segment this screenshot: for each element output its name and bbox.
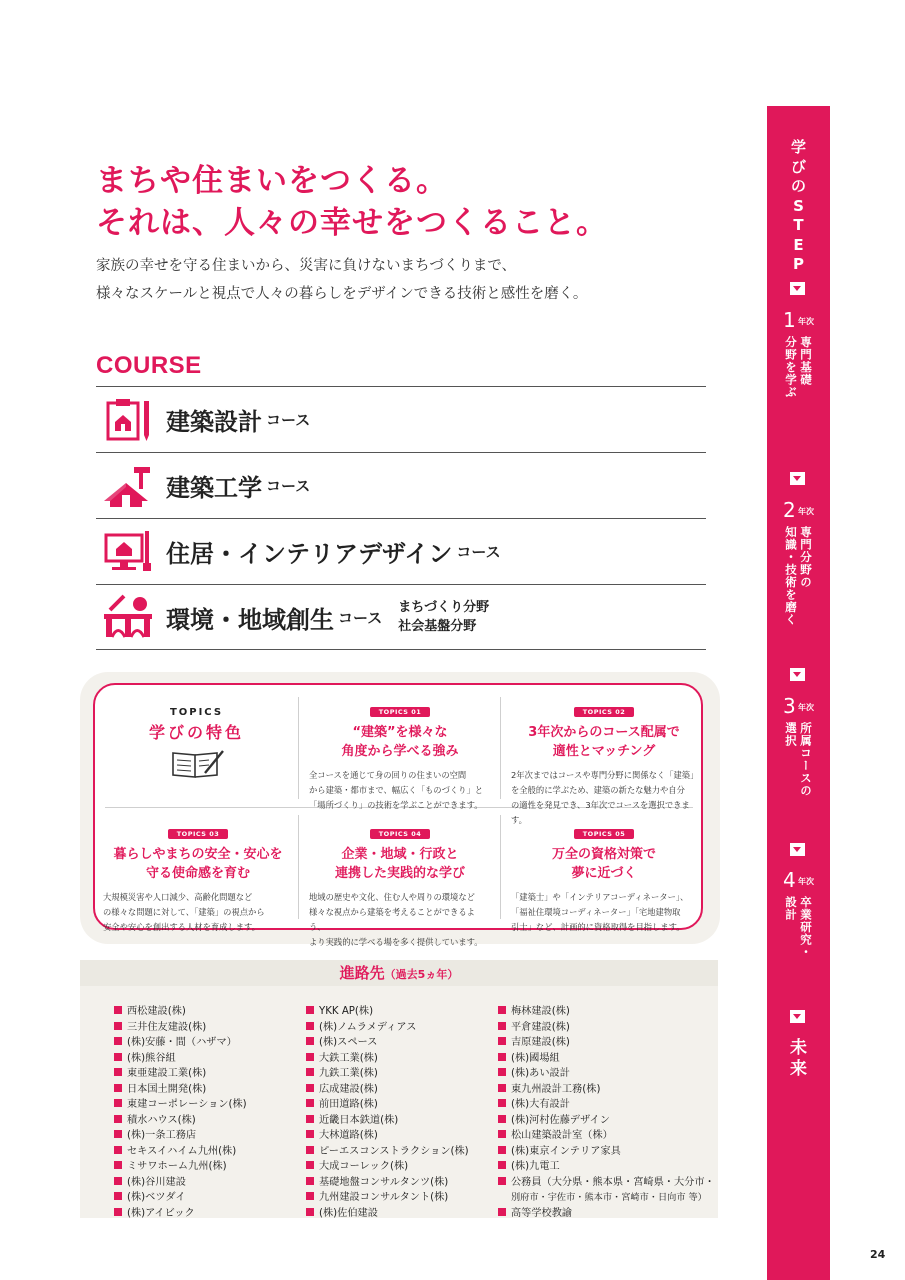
topic-body (309, 768, 491, 813)
career-item-label: (株)ベツダイ (127, 1192, 186, 1203)
topic-body (511, 768, 697, 828)
step-year-label: 年次 (798, 877, 814, 886)
step-number: 3 (783, 694, 796, 718)
page-number: 24 (870, 1248, 886, 1261)
step-desc: 卒業研究・ (799, 896, 813, 959)
course-name: 建築設計 (166, 408, 262, 436)
career-item (306, 1175, 469, 1191)
bullet-square-icon (498, 1208, 506, 1216)
topic-title-line: 3年次からのコース配属で (528, 725, 680, 740)
topics-panel (80, 672, 720, 947)
bullet-square-icon (306, 1053, 314, 1061)
course-suffix: コース (266, 411, 311, 429)
future-char: 来 (790, 1059, 807, 1079)
bullet-square-icon (306, 1068, 314, 1076)
career-item-label: YKK AP(株) (319, 1006, 374, 1017)
career-header (80, 960, 718, 986)
bullet-square-icon (306, 1037, 314, 1045)
bullet-square-icon (114, 1161, 122, 1169)
career-item (498, 1035, 715, 1051)
course-name: 住居・インテリアデザイン (166, 540, 453, 568)
career-item-label: 積水ハウス(株) (127, 1114, 196, 1126)
career-item (114, 1051, 247, 1067)
topic-card-01 (309, 699, 491, 813)
topic-body-line: から建築・都市まで、幅広く「ものづくり」と (309, 785, 484, 795)
career-item (114, 1159, 247, 1175)
career-column-1 (114, 1004, 247, 1221)
career-item (498, 1082, 715, 1098)
career-item (498, 1051, 715, 1067)
career-item-label: 大成コーレック(株) (319, 1161, 409, 1172)
career-title: 進路先 (339, 964, 385, 982)
career-item (306, 1035, 469, 1051)
bullet-square-icon (498, 1099, 506, 1107)
course-suffix: コース (266, 477, 311, 495)
bullet-square-icon (114, 1053, 122, 1061)
architectural-engineering-icon (100, 461, 156, 511)
career-item (306, 1190, 469, 1206)
career-item (498, 1175, 715, 1191)
bullet-square-icon (498, 1084, 506, 1092)
career-item-label: (株)熊谷組 (127, 1052, 176, 1064)
bullet-square-icon (114, 1130, 122, 1138)
career-item-label: 公務員（大分県・熊本県・宮崎県・大分市・ (511, 1176, 715, 1188)
career-item (114, 1066, 247, 1082)
career-destinations (80, 960, 718, 1218)
career-item-label: 梅林建設(株) (511, 1006, 570, 1017)
career-item-label: 東建コーポレーション(株) (127, 1099, 247, 1110)
sidebar-title-char: S (793, 196, 804, 215)
learning-steps-sidebar (767, 106, 830, 1280)
career-item (114, 1206, 247, 1222)
career-item-label: 九鉄工業(株) (319, 1068, 378, 1079)
topic-body-line: 引士」など、計画的に資格取得を目指します。 (511, 922, 685, 932)
bullet-square-icon (306, 1006, 314, 1014)
topic-title-line: 守る使命感を育む (145, 866, 250, 881)
topic-body-line: の適性を発見でき、3年次でコースを選択できます。 (511, 800, 690, 825)
lead-line-2: 様々なスケールと視点で人々の暮らしをデザインできる技術と感性を磨く。 (96, 286, 588, 302)
course-name: 環境・地域創生 (166, 605, 334, 634)
career-item-label: 東九州設計工務(株) (511, 1083, 601, 1095)
topic-body-line: 「場所づくり」の技術を学ぶことができます。 (309, 800, 483, 810)
career-item-label: (株)スペース (319, 1037, 378, 1048)
topic-title-line: 連携した実践的な学び (334, 866, 465, 881)
topic-body-line: 全コースを通じて身の回りの住まいの空間 (309, 770, 467, 780)
topic-title (309, 723, 491, 761)
topic-tag: TOPICS 03 (168, 829, 229, 839)
bullet-square-icon (114, 1146, 122, 1154)
topic-title-line: 暮らしやまちの安全・安心を (113, 847, 283, 862)
career-item-label: (株)九電工 (511, 1161, 560, 1172)
bullet-square-icon (114, 1099, 122, 1107)
career-item (306, 1082, 469, 1098)
step-desc: 専門基礎 (799, 336, 813, 386)
career-item-label: (株)河村佐藤デザイン (511, 1114, 610, 1126)
career-item-label: 日本国土開発(株) (127, 1083, 207, 1095)
career-item-label: (株)アイビック (127, 1207, 195, 1219)
career-item-label: 九州建設コンサルタント(株) (319, 1192, 449, 1203)
bullet-square-icon (114, 1177, 122, 1185)
topic-body-line: 安全や安心を創出する人材を育成します。 (103, 922, 260, 932)
topic-body-line: 「建築士」や「インテリアコーディネーター」、 (511, 892, 689, 902)
lead-text (96, 252, 587, 308)
sidebar-title-char: T (793, 216, 804, 234)
architecture-design-icon (100, 395, 156, 445)
career-item-label: 西松建設(株) (127, 1006, 186, 1017)
career-item-label: (株)ノムラメディアス (319, 1021, 417, 1033)
course-subfields (398, 598, 489, 636)
topic-body-line: 大規模災害や人口減少、高齢化問題など (103, 892, 253, 902)
bullet-square-icon (498, 1006, 506, 1014)
topic-tag: TOPICS 01 (370, 707, 431, 717)
career-item-label: (株)一条工務店 (127, 1130, 197, 1141)
step-desc: 知識・技術を磨く (784, 526, 798, 626)
bullet-square-icon (306, 1099, 314, 1107)
headline-line-2: それは、人々の幸せをつくること。 (96, 205, 608, 241)
career-item (498, 1020, 715, 1036)
career-item (114, 1035, 247, 1051)
career-item (306, 1051, 469, 1067)
career-item-continuation: 別府市・宇佐市・熊本市・宮崎市・日向市 等） (511, 1192, 707, 1203)
triangle-down-icon (790, 1010, 805, 1023)
topics-feature (95, 707, 298, 785)
career-item-label: 広成建設(株) (319, 1083, 378, 1095)
topic-body-line: 様々な視点から建築を考えることができるよう、 (309, 907, 475, 932)
topic-title-line: 企業・地域・行政と (341, 847, 459, 862)
topics-caption: TOPICS (169, 707, 224, 718)
course-subfield: 社会基盤分野 (398, 619, 477, 634)
career-item-label: 松山建築設計室（株） (511, 1130, 613, 1141)
step-year-2 (767, 500, 830, 630)
topic-title-line: 角度から学べる強み (341, 744, 459, 759)
career-column-2 (306, 1004, 469, 1221)
sidebar-title-char: び (790, 157, 806, 176)
step-desc: 設計 (784, 896, 798, 921)
topic-tag: TOPICS 05 (574, 829, 635, 839)
step-year-label: 年次 (798, 507, 814, 516)
career-item (114, 1004, 247, 1020)
career-item (114, 1113, 247, 1129)
bullet-square-icon (306, 1161, 314, 1169)
career-item-label: 大鉄工業(株) (319, 1052, 378, 1064)
bullet-square-icon (306, 1146, 314, 1154)
career-item (498, 1206, 715, 1222)
career-item (498, 1144, 715, 1160)
topic-title (103, 845, 293, 883)
topic-body-line: 2年次まではコースや専門分野に関係なく「建築」 (511, 770, 699, 780)
topic-body (511, 890, 697, 935)
career-item-label: (株)谷川建設 (127, 1176, 186, 1188)
career-item-label: ピーエスコンストラクション(株) (319, 1145, 469, 1157)
career-item-label: 近畿日本鉄道(株) (319, 1114, 399, 1126)
bullet-square-icon (114, 1037, 122, 1045)
triangle-down-icon (790, 668, 805, 681)
course-subfield: まちづくり分野 (398, 600, 490, 615)
career-item-label: (株)東京インテリア家具 (511, 1145, 621, 1157)
regional-creation-icon (100, 592, 156, 642)
step-desc: 所属コースの (799, 722, 813, 797)
career-item (306, 1206, 469, 1222)
career-item (306, 1128, 469, 1144)
career-item (306, 1159, 469, 1175)
bullet-square-icon (114, 1192, 122, 1200)
career-item (306, 1113, 469, 1129)
career-item-label: 平倉建設(株) (511, 1021, 570, 1033)
career-item-label: 基礎地盤コンサルタンツ(株) (319, 1176, 449, 1188)
topic-title-line: 夢に近づく (571, 866, 637, 881)
bullet-square-icon (306, 1177, 314, 1185)
career-item-label: 前田道路(株) (319, 1099, 378, 1110)
career-item (114, 1128, 247, 1144)
step-year-4 (767, 870, 830, 980)
bullet-square-icon (306, 1115, 314, 1123)
career-item-label: (株)安藤・間（ハザマ） (127, 1037, 237, 1048)
topic-card-04 (309, 821, 491, 950)
topic-body-line: の様々な問題に対して、「建築」の視点から (103, 907, 265, 917)
career-item-label: (株)あい設計 (511, 1068, 570, 1079)
career-item (306, 1097, 469, 1113)
course-suffix: コース (456, 543, 501, 561)
step-desc: 専門分野の (799, 526, 813, 589)
headline (96, 160, 608, 244)
triangle-down-icon (790, 282, 805, 295)
bullet-square-icon (498, 1053, 506, 1061)
topic-title (511, 845, 697, 883)
topics-frame (93, 683, 703, 947)
lead-line-1: 家族の幸せを守る住まいから、災害に負けないまちづくりまで、 (96, 258, 517, 274)
career-item (498, 1004, 715, 1020)
course-name: 建築工学 (166, 474, 262, 502)
book-pencil-icon (169, 747, 225, 781)
career-item (498, 1097, 715, 1113)
sidebar-title-char: P (793, 255, 804, 273)
career-item-label: 高等学校教諭 (511, 1207, 573, 1219)
career-item (498, 1066, 715, 1082)
topic-title (511, 723, 697, 761)
sidebar-title-char: 学 (790, 138, 806, 156)
step-number: 1 (783, 308, 796, 332)
bullet-square-icon (114, 1022, 122, 1030)
course-list (96, 386, 706, 650)
career-item (114, 1020, 247, 1036)
career-item-label: 東亜建設工業(株) (127, 1068, 207, 1079)
bullet-square-icon (498, 1161, 506, 1169)
topic-body-line: を全般的に学ぶため、建築の新たな魅力や自分 (511, 785, 685, 795)
bullet-square-icon (306, 1208, 314, 1216)
bullet-square-icon (114, 1115, 122, 1123)
career-item-label: 吉原建設(株) (511, 1037, 570, 1048)
bullet-square-icon (498, 1068, 506, 1076)
course-row-architectural-engineering[interactable] (96, 452, 706, 518)
bullet-square-icon (114, 1006, 122, 1014)
career-item (306, 1020, 469, 1036)
future-label (767, 1038, 830, 1080)
course-suffix: コース (338, 608, 383, 627)
career-item-label: (株)大有設計 (511, 1099, 570, 1110)
sidebar-title-char: の (790, 177, 806, 195)
bullet-square-icon (306, 1130, 314, 1138)
bullet-square-icon (498, 1022, 506, 1030)
bullet-square-icon (114, 1068, 122, 1076)
bullet-square-icon (498, 1115, 506, 1123)
sidebar-title-char: E (793, 235, 804, 254)
step-year-3 (767, 696, 830, 806)
career-item (114, 1190, 247, 1206)
triangle-down-icon (790, 472, 805, 485)
career-item (114, 1097, 247, 1113)
course-heading: COURSE (96, 352, 202, 379)
topic-tag: TOPICS 02 (574, 707, 635, 717)
step-desc: 選択 (784, 722, 798, 747)
topic-body-line: より実践的に学べる場を多く提供しています。 (309, 937, 483, 947)
step-number: 2 (783, 498, 796, 522)
topic-card-05 (511, 821, 697, 935)
career-column-3 (498, 1004, 715, 1221)
bullet-square-icon (498, 1037, 506, 1045)
career-item (114, 1082, 247, 1098)
bullet-square-icon (498, 1146, 506, 1154)
topic-body-line: 地域の歴史や文化、住む人や周りの環境など (309, 892, 475, 902)
bullet-square-icon (306, 1022, 314, 1030)
career-item-label: 大林道路(株) (319, 1130, 378, 1141)
step-year-1 (767, 310, 830, 410)
career-item (498, 1113, 715, 1129)
step-desc: 分野を学ぶ (784, 336, 798, 399)
career-item (498, 1159, 715, 1175)
step-year-label: 年次 (798, 703, 814, 712)
career-item-label: (株)國場組 (511, 1052, 560, 1064)
career-item-label: 三井住友建設(株) (127, 1021, 207, 1033)
topic-title-line: 万全の資格対策で (551, 847, 656, 862)
topic-tag: TOPICS 04 (370, 829, 431, 839)
step-year-label: 年次 (798, 317, 814, 326)
topic-card-03 (103, 821, 293, 935)
bullet-square-icon (114, 1084, 122, 1092)
career-item (498, 1128, 715, 1144)
career-item-label: ミサワホーム九州(株) (127, 1161, 227, 1172)
headline-line-1: まちや住まいをつくる。 (96, 163, 448, 199)
topic-body-line: 「福祉住環境コーディネーター」「宅地建物取 (511, 907, 681, 917)
bullet-square-icon (498, 1130, 506, 1138)
sidebar-title (767, 138, 830, 275)
career-subtitle: （過去5ヵ年） (384, 968, 459, 981)
interior-design-icon (100, 527, 156, 577)
course-row-regional-creation[interactable] (96, 584, 706, 650)
bullet-square-icon (498, 1177, 506, 1185)
topic-title (309, 845, 491, 883)
topic-title-line: “建築”を様々な (352, 725, 448, 740)
topics-title: 学びの特色 (148, 723, 244, 742)
career-item (306, 1066, 469, 1082)
career-item (114, 1175, 247, 1191)
career-item (114, 1144, 247, 1160)
career-item (306, 1144, 469, 1160)
bullet-square-icon (306, 1192, 314, 1200)
topic-body (309, 890, 491, 950)
career-item (306, 1004, 469, 1020)
topic-card-02 (511, 699, 697, 828)
career-item-label: (株)佐伯建設 (319, 1207, 378, 1219)
topic-body (103, 890, 293, 935)
career-item-label: セキスイハイム九州(株) (127, 1145, 237, 1157)
step-number: 4 (783, 868, 796, 892)
course-row-architecture-design[interactable] (96, 386, 706, 452)
bullet-square-icon (114, 1208, 122, 1216)
course-row-interior-design[interactable] (96, 518, 706, 584)
future-char: 未 (790, 1038, 807, 1058)
topic-title-line: 適性とマッチング (552, 744, 656, 759)
bullet-square-icon (306, 1084, 314, 1092)
triangle-down-icon (790, 843, 805, 856)
